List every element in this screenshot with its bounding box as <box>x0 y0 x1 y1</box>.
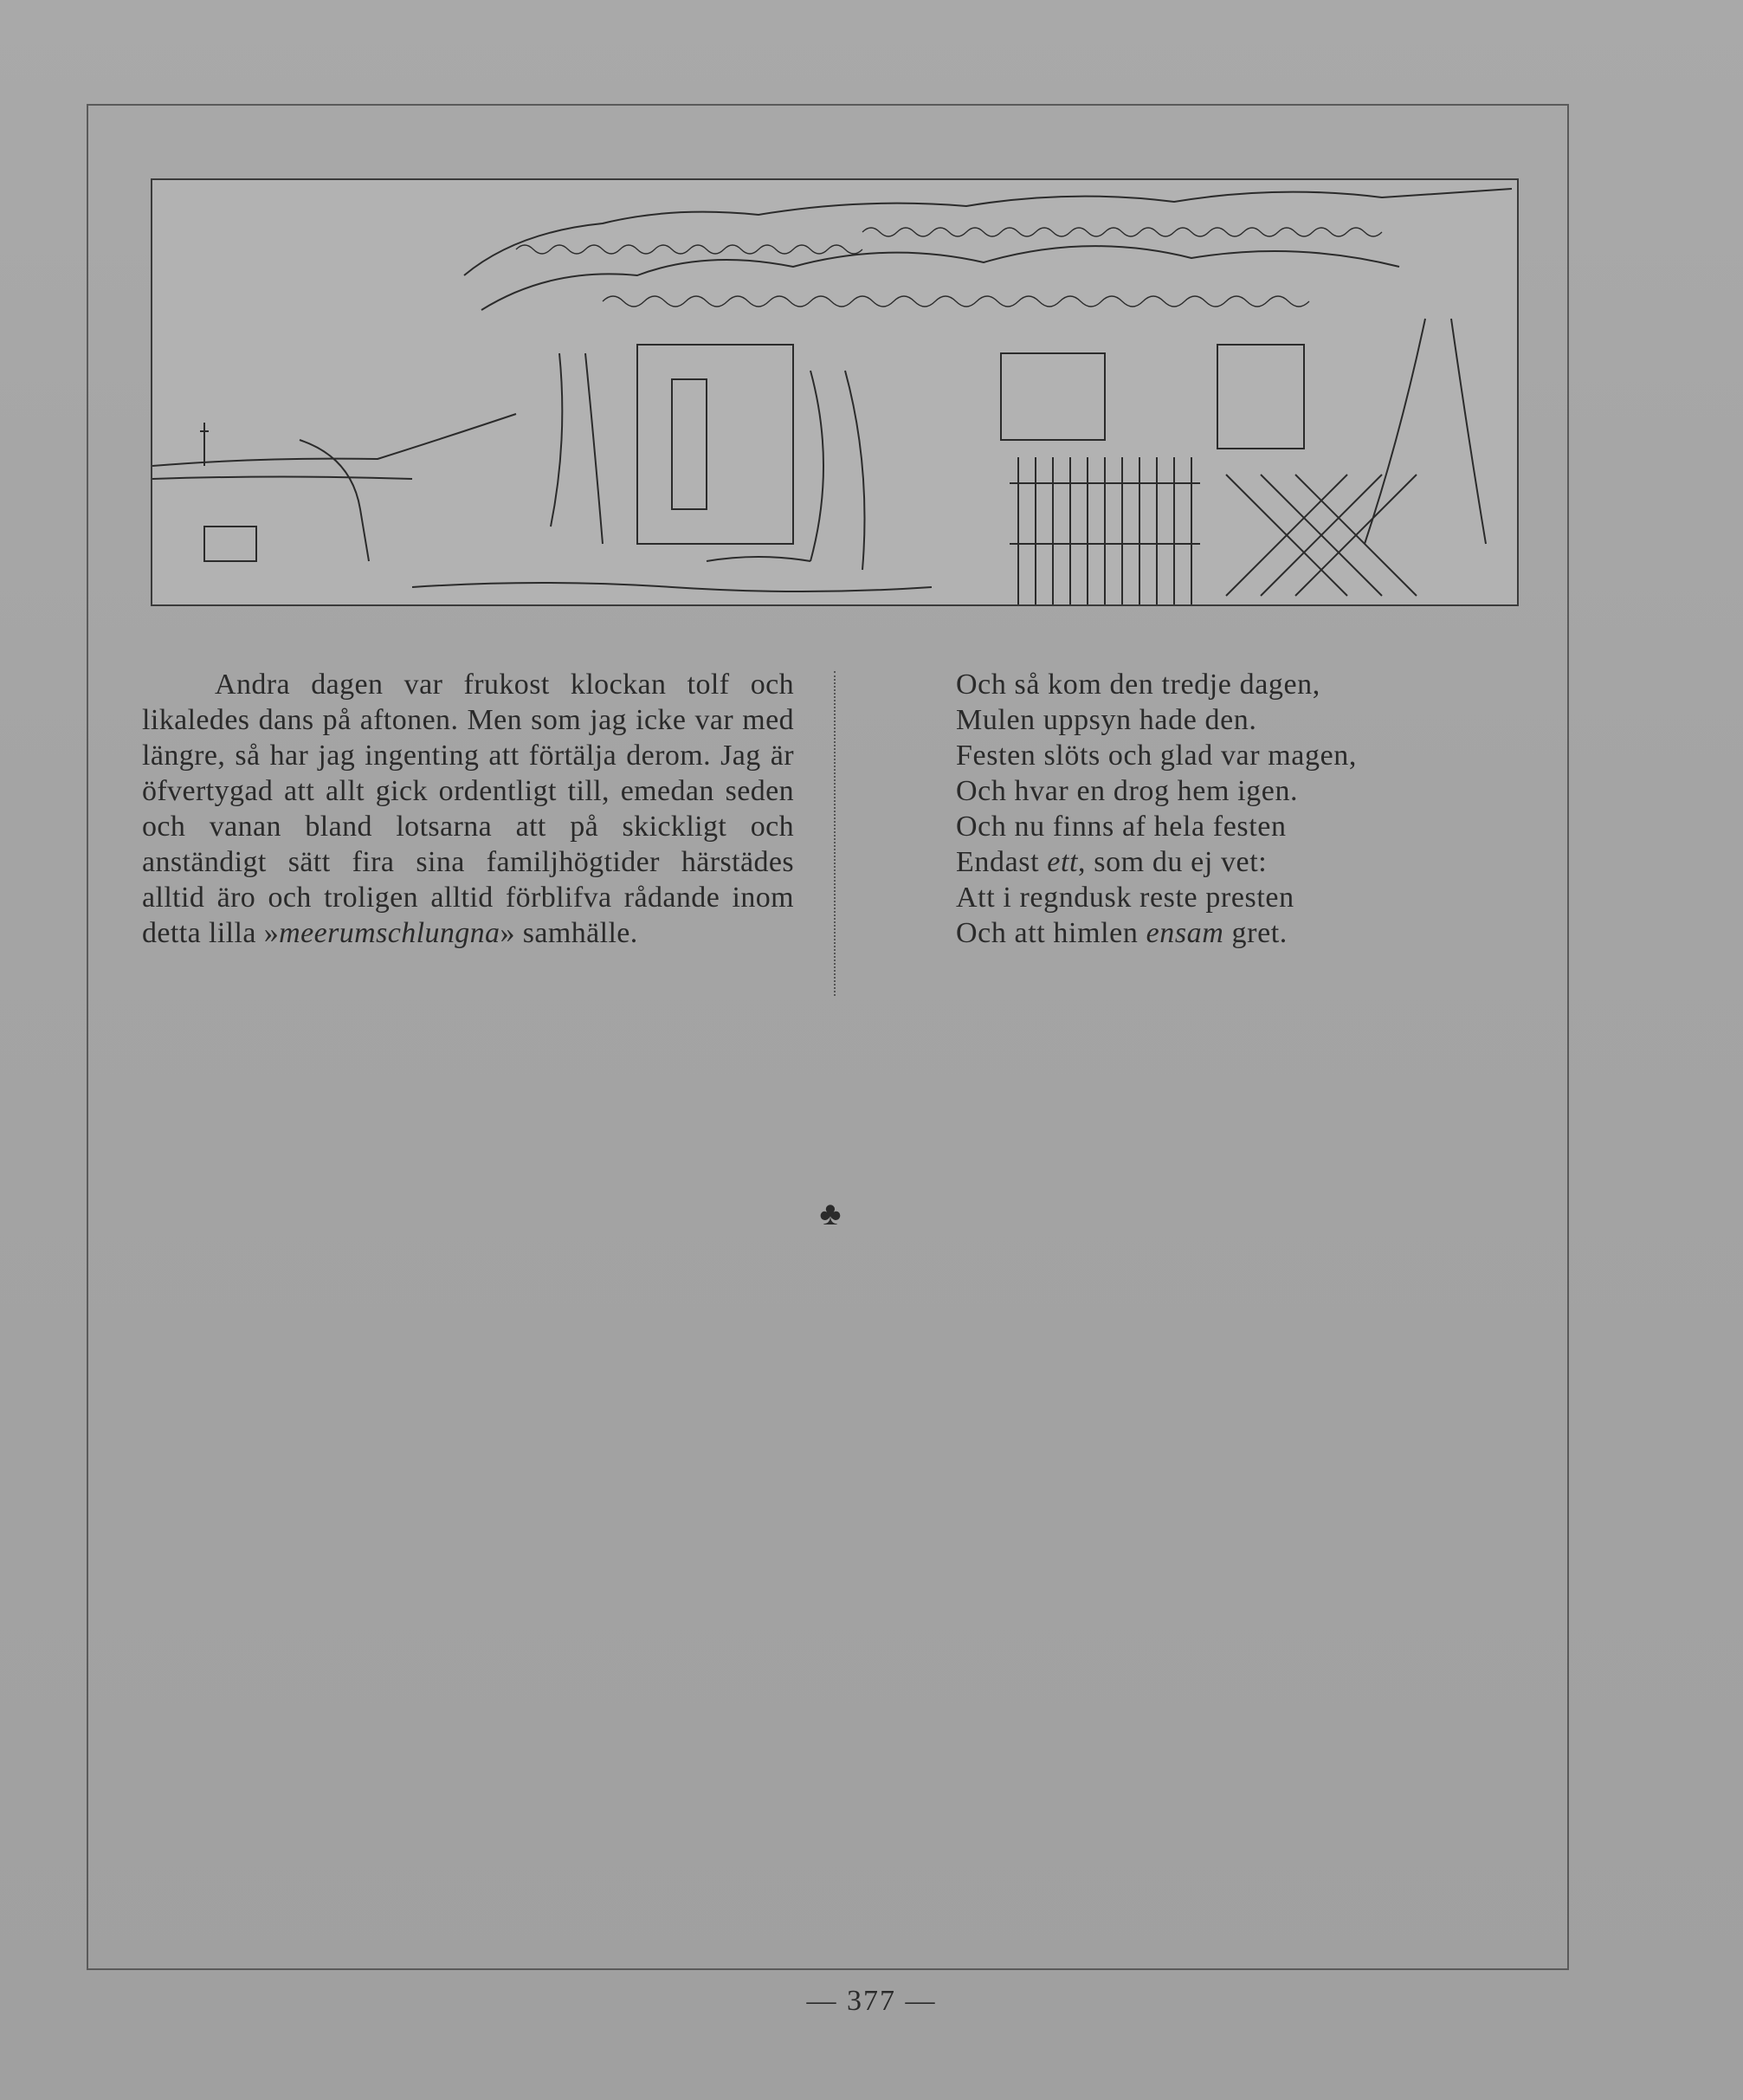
poem-line <box>956 844 1527 880</box>
prose-column <box>142 667 794 951</box>
poem-italic-word: ensam <box>1146 917 1224 949</box>
landscape-illustration <box>151 178 1519 606</box>
poem-column <box>956 667 1527 951</box>
poem-line: Att i regndusk reste presten <box>956 882 1294 914</box>
prose-text: Andra dagen var frukost klockan tolf och likaledes dans på aftonen. Men som jag icke var med längre, så har jag ingenting att förtälja derom. Jag är öfvertygad att allt gick ordentligt till, emedan seden och vanan bland lotsarna att på skickligt och anständigt sätt fira sina familjhögtider härstädes alltid äro och troligen alltid förblifva rådande inom detta lilla » <box>142 669 794 949</box>
club-ornament-icon: ♣ <box>819 1196 842 1232</box>
column-divider <box>834 671 836 996</box>
prose-paragraph <box>142 667 794 951</box>
poem-line <box>956 915 1527 951</box>
poem-line-text: gret. <box>1223 917 1288 949</box>
page-number: — 377 — <box>806 1985 937 2017</box>
prose-text-end: » samhälle. <box>500 917 638 949</box>
poem-line-text: Och att himlen <box>956 917 1146 949</box>
prose-italic-word: meerumschlungna <box>279 917 500 949</box>
poem-line: Mulen uppsyn hade den. <box>956 704 1257 736</box>
poem-line: Och så kom den tredje dagen, <box>956 669 1320 701</box>
poem-line: Och nu finns af hela festen <box>956 811 1287 843</box>
poem-line-text: Endast <box>956 846 1048 878</box>
poem-line: Festen slöts och glad var magen, <box>956 740 1357 772</box>
poem-line-text: , som du ej vet: <box>1078 846 1268 878</box>
poem-line: Och hvar en drog hem igen. <box>956 775 1299 807</box>
landscape-engraving-icon <box>152 180 1519 606</box>
poem-italic-word: ett <box>1047 846 1079 878</box>
